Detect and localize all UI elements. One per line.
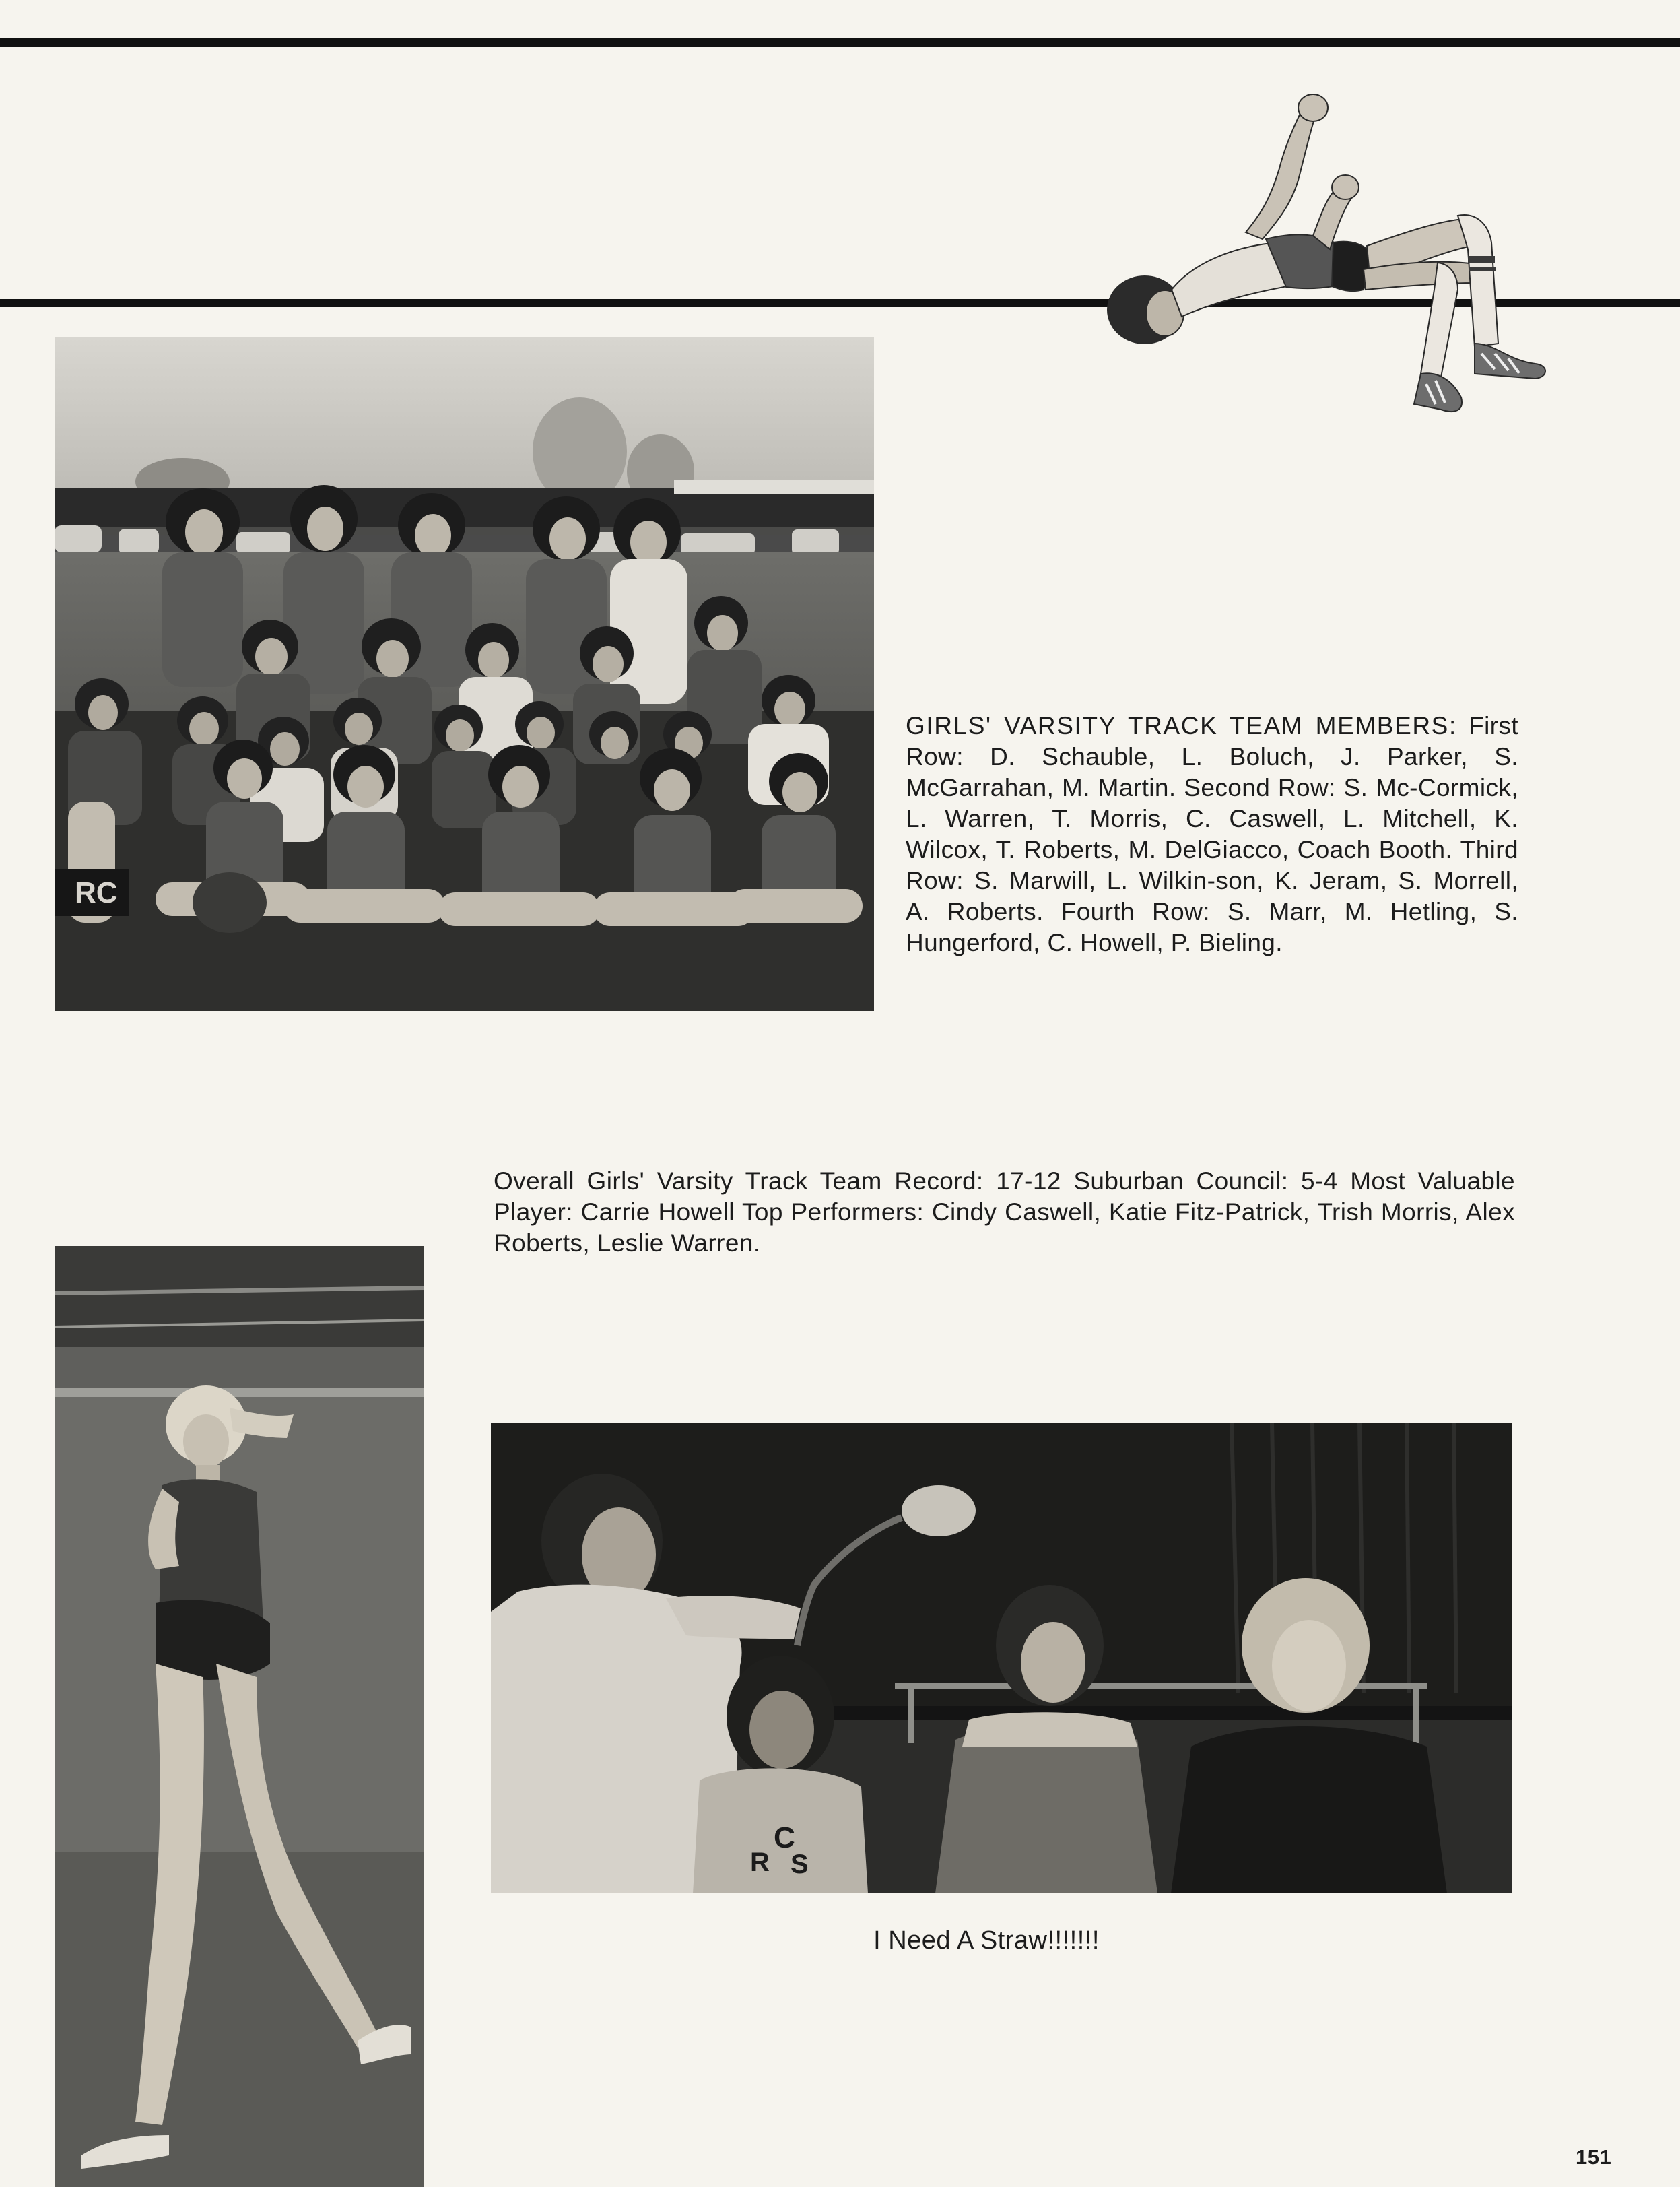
bag-letters: RC xyxy=(75,876,118,909)
shirt-letter-c: C xyxy=(774,1821,795,1854)
runner-photo xyxy=(55,1246,424,2187)
team-record: Overall Girls' Varsity Track Team Record: 17-12 Suburban Council: 5-4 Most Valuable Player: Carrie Howell Top Performers: Cindy Caswell, Katie Fitz-Patrick, Trish Morris, Alex Roberts, Leslie Warren. xyxy=(494,1167,1515,1257)
shirt-letter-r: R xyxy=(750,1848,770,1877)
shirt-letter-s: S xyxy=(791,1850,809,1879)
roster-caption xyxy=(906,711,1518,958)
team-photo xyxy=(55,337,874,1011)
top-rule xyxy=(0,38,1680,47)
photo-caption: I Need A Straw!!!!!!! xyxy=(873,1926,1100,1955)
page-number: 151 xyxy=(1576,2145,1612,2169)
roster-body: First Row: D. Schauble, L. Boluch, J. Parker, S. McGarrahan, M. Martin. Second Row: S. Mc-Cormick, L. Warren, T. Morris, C. Caswell, L. Mitchell, K. Wilcox, T. Roberts, M. DelGiacco, Coach Booth. Third Row: S. Marwill, L. Wilkin-son, K. Jeram, S. Morrell, A. Roberts. Fourth Row: S. Marr, M. Hetling, S. Hungerford, C. Howell, P. Bieling. xyxy=(906,712,1518,956)
water-photo xyxy=(491,1423,1512,1893)
roster-heading: GIRLS' VARSITY TRACK TEAM MEMBERS: xyxy=(906,712,1457,740)
high-jumper-photo xyxy=(1064,88,1603,465)
